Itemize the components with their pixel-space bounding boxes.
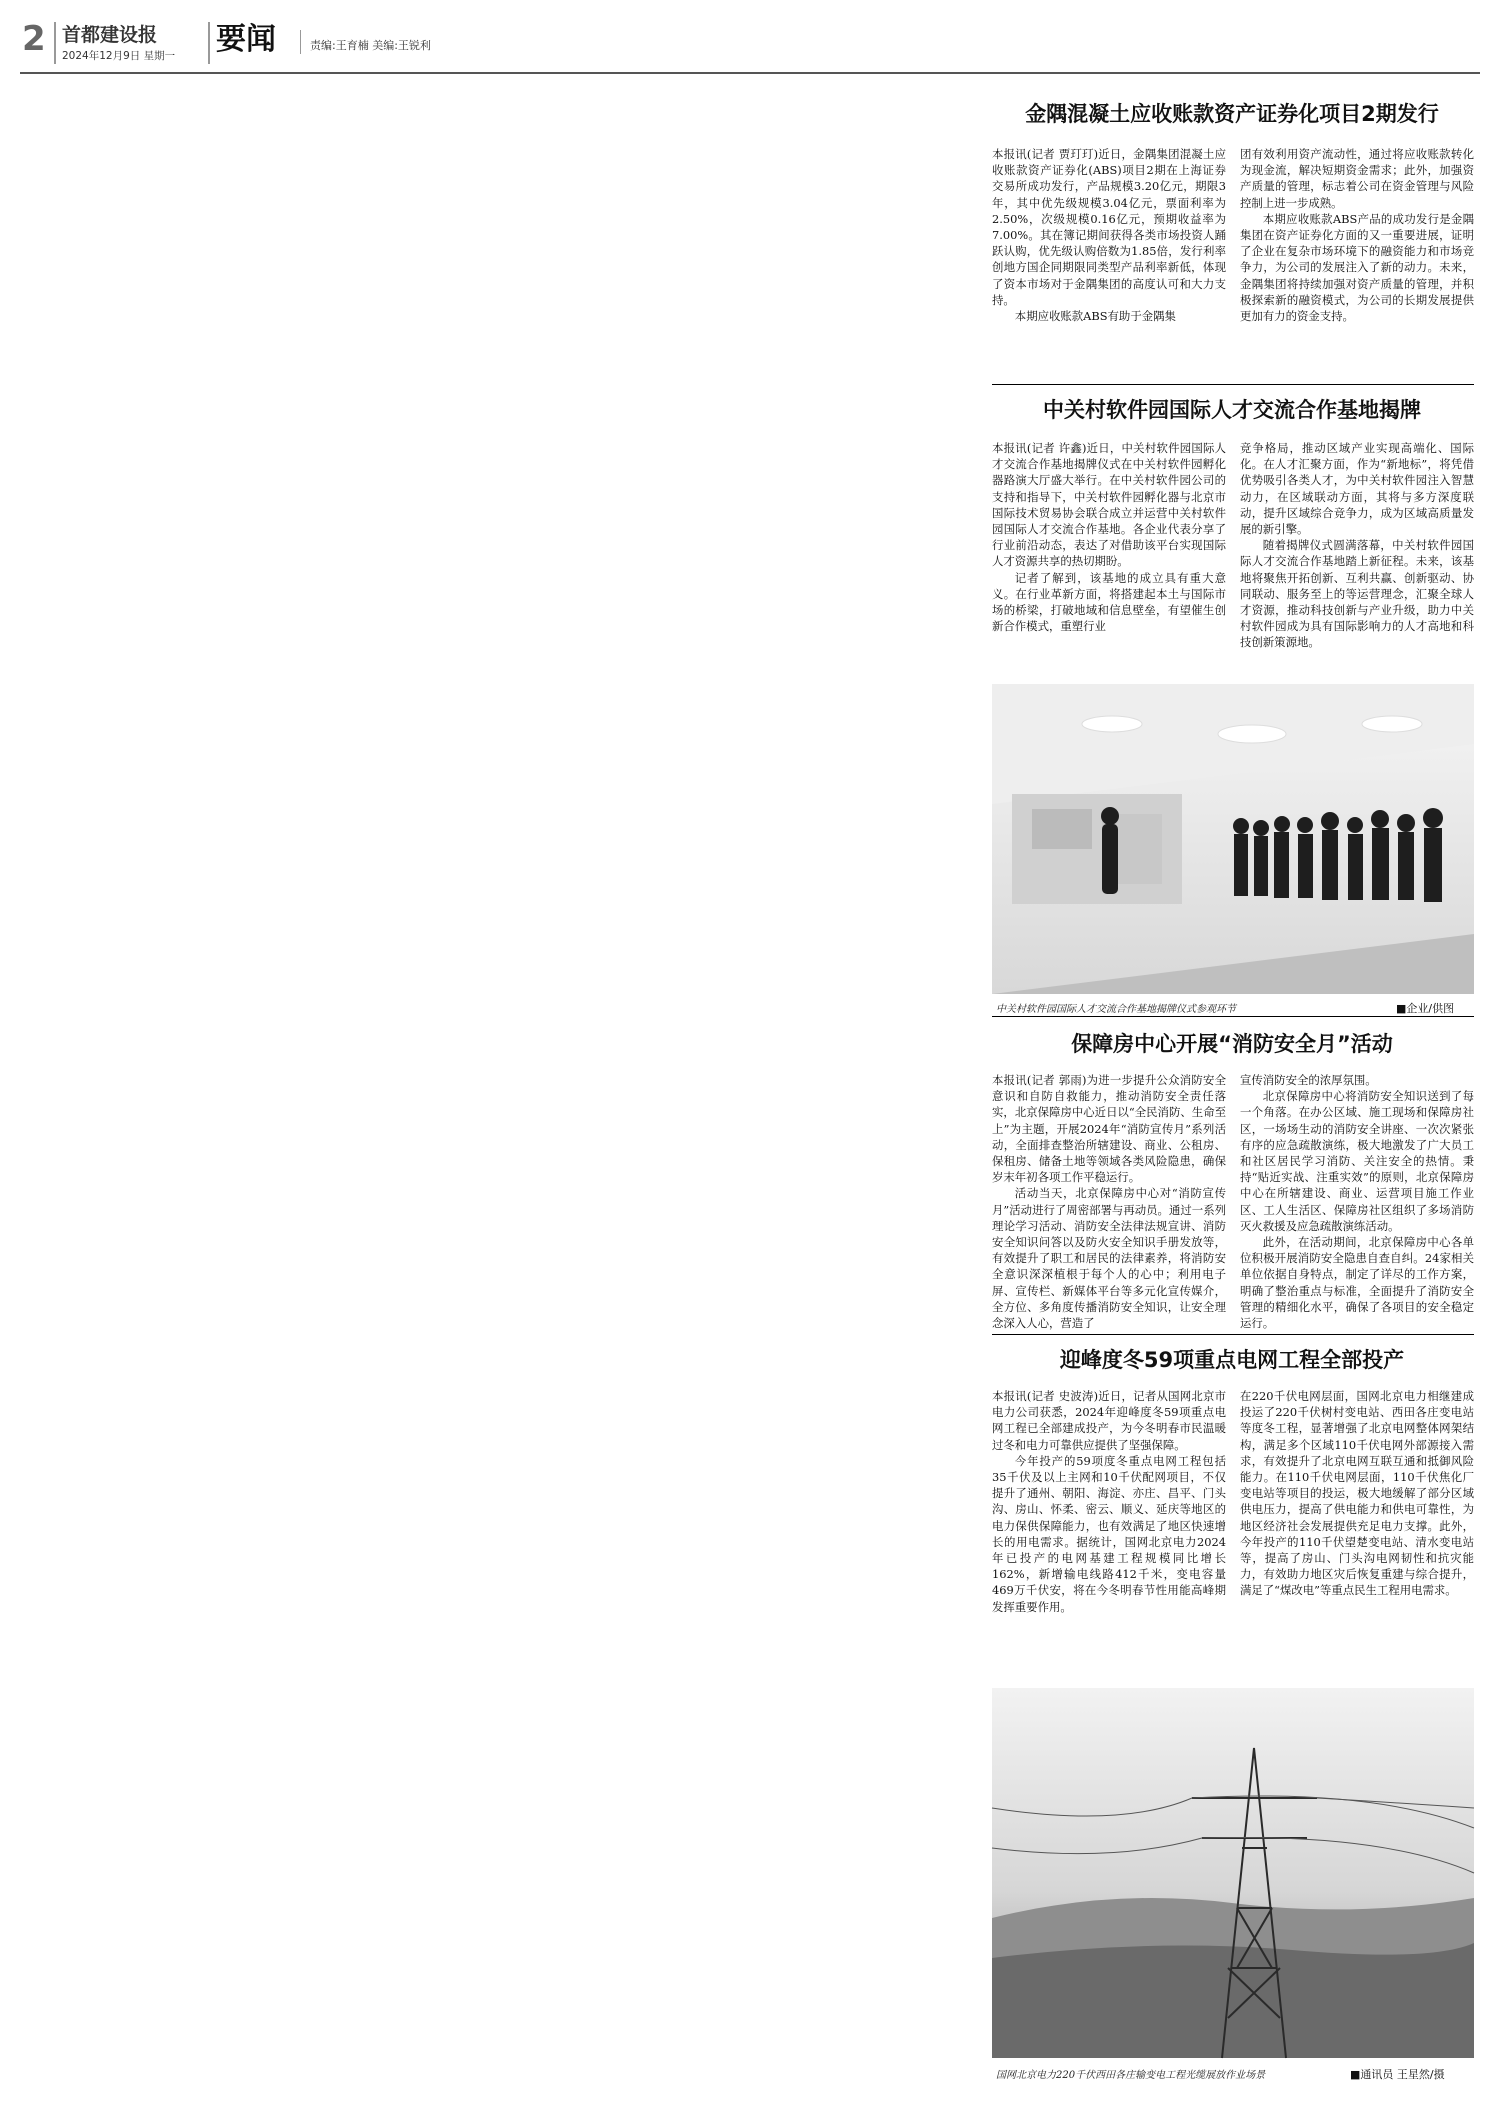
photo-caption: 中关村软件园国际人才交流合作基地揭牌仪式参观环节	[996, 1004, 1236, 1015]
ceremony-photo	[992, 684, 1474, 994]
article-body-column: 本报讯(记者 许鑫)近日，中关村软件园国际人才交流合作基地揭牌仪式在中关村软件园孵化器路演大厅盛大举行。在中关村软件园公司的支持和指导下，中关村软件园孵化器与北京市国际技术贸易协会联合成立并运营中关村软件园国际人才交流合作基地。各企业代表分享了行业前沿动态，表达了对借助该平台实现国际人才资源共享的热切期盼。 记者了解到，该基地的成立具有重大意义。在行业革新方面，将搭建起本土与国际市场的桥梁，打破地域和信息壁垒，有望催生创新合作模式，重塑行业	[992, 441, 1226, 634]
photo-credit: ■通讯员 王星然/摄	[1350, 2068, 1445, 2081]
article-headline: 中关村软件园国际人才交流合作基地揭牌	[1043, 398, 1421, 422]
power-tower-photo	[992, 1688, 1474, 2058]
masthead-divider-1	[54, 22, 56, 64]
article-body-column: 本报讯(记者 贾玎玎)近日，金隅集团混凝土应收账款资产证券化(ABS)项目2期在上海证券交易所成功发行，产品规模3.20亿元，期限3年，其中优先级规模3.04亿元，票面利率为2.50%，次级规模0.16亿元，预期收益率为7.00%。其在簿记期间获得各类市场投资人踊跃认购，优先级认购倍数为1.85倍，发行利率创地方国企同期限同类型产品利率新低，体现了资本市场对于金隅集团的高度认可和大力支持。 本期应收账款ABS有助于金隅集	[992, 147, 1226, 324]
article-body-column: 宣传消防安全的浓厚氛围。 北京保障房中心将消防安全知识送到了每一个角落。在办公区域、施工现场和保障房社区，一场场生动的消防安全讲座、一次次紧张有序的应急疏散演练，极大地激发了广大员工和社区居民学习消防、关注安全的热情。秉持“贴近实战、注重实效”的原则，北京保障房中心在所辖建设、商业、运营项目施工作业区、工人生活区、保障房社区组织了多场消防灭火救援及应急疏散演练活动。 此外，在活动期间，北京保障房中心各单位积极开展消防安全隐患自查自纠。24家相关单位依据自身特点，制定了详尽的工作方案，明确了整治重点与标准，全面提升了消防安全管理的精细化水平，确保了各项目的安全稳定运行。	[1240, 1073, 1474, 1331]
masthead-rule	[20, 72, 1480, 74]
masthead-divider-3	[300, 30, 301, 54]
article-body-column: 本报讯(记者 郭雨)为进一步提升公众消防安全意识和自防自救能力，推动消防安全责任落实，北京保障房中心近日以“全民消防、生命至上”为主题，开展2024年“消防宣传月”系列活动，全面排查整治所辖建设、商业、公租房、保租房、储备土地等领域各类风险隐患，确保岁末年初各项工作平稳运行。 活动当天，北京保障房中心对“消防宣传月”活动进行了周密部署与再动员。通过一系列理论学习活动、消防安全法律法规宣讲、消防安全知识问答以及防火安全知识手册发放等，有效提升了职工和居民的法律素养，将消防安全意识深深植根于每个人的心中；利用电子屏、宣传栏、新媒体平台等多元化宣传媒介，全方位、多角度传播消防安全知识，让安全理念深入人心，营造了	[992, 1073, 1226, 1331]
paper-name: 首都建设报	[62, 24, 158, 46]
column-rule	[992, 384, 1474, 385]
column-rule	[992, 1334, 1474, 1335]
article-headline: 金隅混凝土应收账款资产证券化项目2期发行	[1025, 102, 1439, 126]
article-body-column: 本报讯(记者 史波涛)近日，记者从国网北京市电力公司获悉，2024年迎峰度冬59项重点电网工程已全部建成投产，为今冬明春市民温暖过冬和电力可靠供应提供了坚强保障。 今年投产的59项度冬重点电网工程包括35千伏及以上主网和10千伏配网项目，不仅提升了通州、朝阳、海淀、亦庄、昌平、门头沟、房山、怀柔、密云、顺义、延庆等地区的电力保供保障能力，也有效满足了地区快速增长的用电需求。据统计，国网北京电力2024年已投产的电网基建工程规模同比增长162%，新增输电线路412千米，变电容量469万千伏安，将在今冬明春节性用能高峰期发挥重要作用。	[992, 1389, 1226, 1614]
article-body-column: 竞争格局，推动区域产业实现高端化、国际化。在人才汇聚方面，作为“新地标”，将凭借优势吸引各类人才，为中关村软件园注入智慧动力，在区域联动方面，其将与多方深度联动，提升区域综合竞争力，成为区域高质量发展的新引擎。 随着揭牌仪式圆满落幕，中关村软件园国际人才交流合作基地踏上新征程。未来，该基地将聚焦开拓创新、互利共赢、创新驱动、协同联动、服务至上的等运营理念，汇聚全球人才资源，推动科技创新与产业升级，助力中关村软件园成为具有国际影响力的人才高地和科技创新策源地。	[1240, 441, 1474, 650]
article-body-column: 团有效利用资产流动性，通过将应收账款转化为现金流，解决短期资金需求；此外，加强资产质量的管理，标志着公司在资金管理与风险控制上进一步成熟。 本期应收账款ABS产品的成功发行是金隅集团在资产证券化方面的又一重要进展，证明了企业在复杂市场环境下的融资能力和市场竞争力，为公司的发展注入了新的动力。未来，金隅集团将持续加强对资产质量的管理，并积极探索新的融资模式，为公司的长期发展提供更加有力的资金支持。	[1240, 147, 1474, 324]
article-body-column: 在220千伏电网层面，国网北京电力相继建成投运了220千伏树村变电站、西田各庄变电站等度冬工程，显著增强了北京电网整体网架结构，满足多个区域110千伏电网外部源接入需求，有效提升了北京电网互联互通和抵御风险能力。在110千伏电网层面，110千伏焦化厂变电站等项目的投运，极大地缓解了部分区域供电压力，提高了供电能力和供电可靠性，为地区经济社会发展提供充足电力支撑。此外，今年投产的110千伏望楚变电站、清水变电站等，提高了房山、门头沟电网韧性和抗灾能力，有效助力地区灾后恢复重建与综合提升，满足了“煤改电”等重点民生工程用电需求。	[1240, 1389, 1474, 1598]
column-rule	[992, 1016, 1474, 1017]
masthead-divider-2	[208, 22, 210, 64]
photo-caption: 国网北京电力220千伏西田各庄输变电工程光缆展放作业场景	[996, 2070, 1266, 2081]
article-headline: 迎峰度冬59项重点电网工程全部投产	[1059, 1348, 1405, 1372]
page-number: 2	[22, 19, 46, 59]
issue-date: 2024年12月9日 星期一	[62, 50, 176, 62]
article-headline: 保障房中心开展“消防安全月”活动	[1071, 1032, 1393, 1056]
editors-line: 责编:王育楠 美编:王锐利	[310, 39, 431, 52]
section-title: 要闻	[216, 22, 276, 57]
photo-credit: ■企业/供图	[1396, 1002, 1455, 1015]
